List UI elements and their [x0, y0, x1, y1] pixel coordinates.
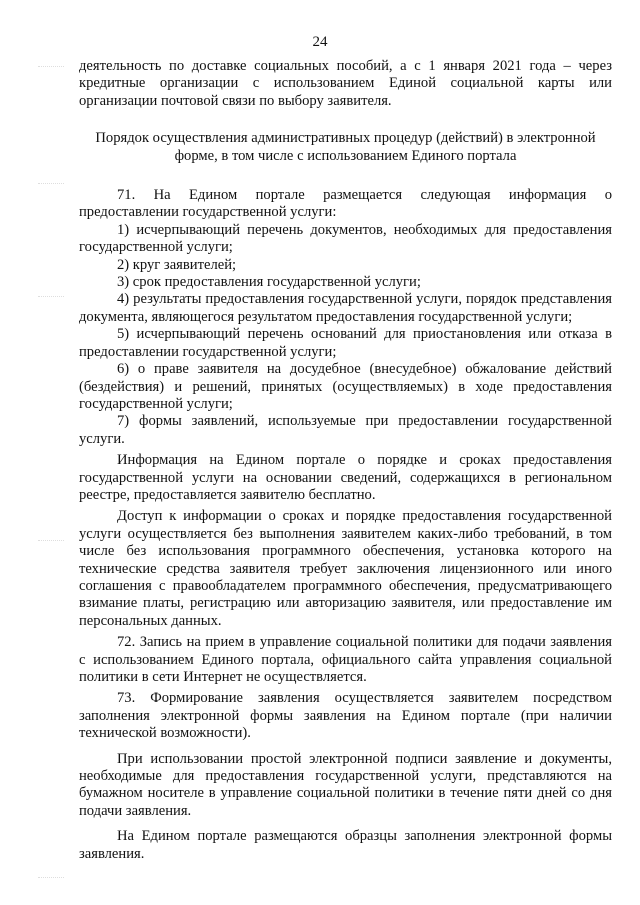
scan-artifact [38, 183, 64, 190]
scan-artifact [38, 540, 64, 547]
page-number: 24 [312, 34, 328, 50]
clause-71-item-3: 3) срок предоставления государственной услуги; [117, 274, 421, 291]
clause-71-item-5: 5) исчерпывающий перечень оснований для приостановления или отказа в предоставлении государственной услуги; [79, 326, 612, 360]
clause-71-item-6: 6) о праве заявителя на досудебное (внесудебное) обжалование действий (бездействия) и решений, принятых (осуществляемых) в ходе предоставления государственной услуги; [79, 361, 612, 412]
clause-71-item-2: 2) круг заявителей; [117, 256, 237, 273]
clause-71-access: Доступ к информации о сроках и порядке предоставления государственной услуги осуществляется без выполнения заявителем каких-либо требований, в том числе без использования программного обеспечения, установка которого на технические средства заявителя требует заключения лицензионного или иного соглашения с правообладателем программного обеспечения, предусматривающего взимание платы, регистрацию или авторизацию заявителя, или предоставление им персональных данных. [79, 508, 612, 629]
section-heading [79, 130, 612, 165]
clause-73-samples: На Едином портале размещаются образцы заполнения электронной формы заявления. [79, 828, 612, 862]
clause-71-info-free: Информация на Едином портале о порядке и сроках предоставления государственной услуги на основании сведений, содержащихся в региональном реестре, предоставляется заявителю бесплатно. [79, 452, 612, 503]
clause-72: 72. Запись на прием в управление социальной политики для подачи заявления с использованием Единого портала, официального сайта управления социальной политики в сети Интернет не осуществляется. [79, 634, 612, 685]
section-heading-line-2: форме, в том числе с использованием Единого портала [174, 147, 517, 164]
document-body [79, 58, 612, 863]
clause-73: 73. Формирование заявления осуществляется заявителем посредством заполнения электронной формы заявления на Едином портале (при наличии технической возможности). [79, 690, 612, 742]
scan-artifact [38, 66, 64, 73]
clause-71-item-4: 4) результаты предоставления государственной услуги, порядок представления документа, являющегося результатом предоставления государственной услуги; [79, 291, 612, 325]
scan-artifact [38, 296, 64, 303]
clause-73-signature: При использовании простой электронной подписи заявление и документы, необходимые для предоставления государственной услуги, представляются на бумажном носителе в управление социальной политики в течение пяти дней со дня подачи заявления. [79, 750, 612, 819]
clause-71-item-7: 7) формы заявлений, используемые при предоставлении государственной услуги. [79, 413, 612, 447]
scan-artifact [38, 877, 64, 884]
clause-71-item-1: 1) исчерпывающий перечень документов, необходимых для предоставления государственной услуги; [79, 221, 612, 256]
intro-paragraph: деятельность по доставке социальных пособий, а с 1 января 2021 года – через кредитные организации с использованием Единой социальной карты или организации почтовой связи по выбору заявителя. [79, 58, 612, 109]
clause-71-lead: 71. На Едином портале размещается следующая информация о предоставлении государственной услуги: [79, 187, 612, 221]
section-heading-line-1: Порядок осуществления административных процедур (действий) в электронной [95, 130, 596, 147]
